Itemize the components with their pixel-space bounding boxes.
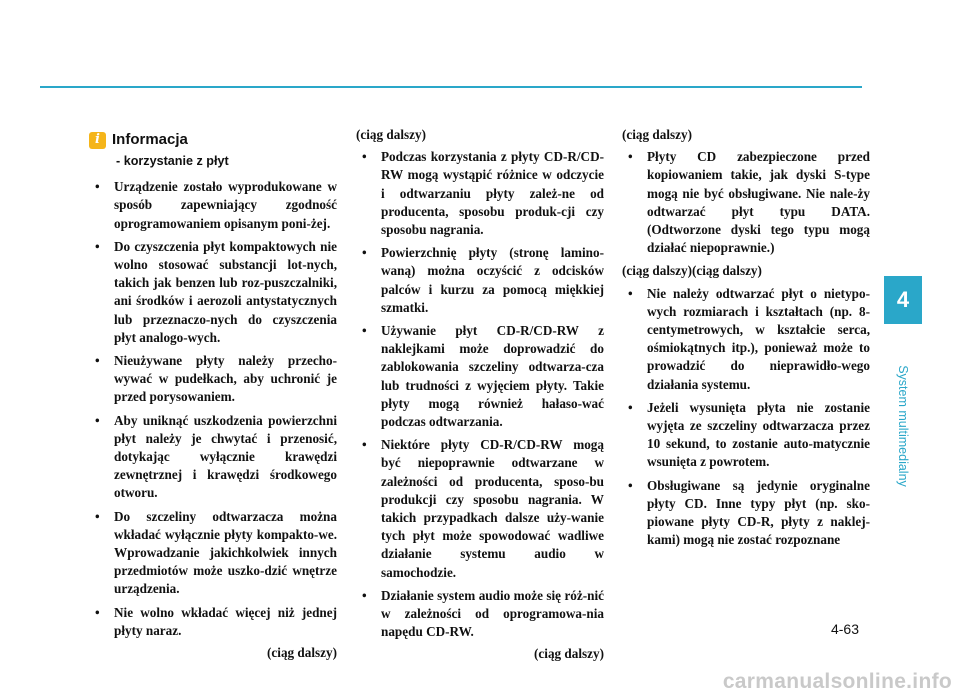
list-item: • Aby uniknąć uszkodzenia powierzchni płyt należy je chwytać i przenosić, dotykając wyłącznie krawędzi zewnętrznej i krawędzi środkowego otworu. [89, 412, 337, 503]
list-item: • Do szczeliny odtwarzacza można wkładać wyłącznie płyty kompakto-we. Wprowadzanie jakichkolwiek innych przedmiotów może uszko-dzić wnętrze urządzenia. [89, 508, 337, 599]
list-item: • Podczas korzystania z płyty CD-R/CD-RW mogą wystąpić różnice w odczycie i odtwarzaniu płyty zależ-ne od producenta, sposobu produk-cji czy sposobu nagrania. [356, 148, 604, 239]
list-item: • Powierzchnię płyty (stronę lamino-waną) można oczyścić z odcisków palców i kurzu za pomocą miękkiej szmatki. [356, 244, 604, 317]
list-item: • Nie należy odtwarzać płyt o nietypo-wych rozmiarach i kształtach (np. 8-centymetrowych, w kształcie serca, ośmiokątnych itp.), ponieważ może to prowadzić do nieprawidło-wego działania systemu. [622, 285, 870, 394]
list-item: • Niektóre płyty CD-R/CD-RW mogą być niepoprawnie odtwarzane w zależności od producenta, sposo-bu produkcji czy sposobu nagrania. W takich przypadkach dalsze uży-wanie tych płyt może spowodować wadliwe działanie systemu audio w samochodzie. [356, 436, 604, 582]
continued-label: (ciąg dalszy) [534, 646, 604, 662]
list-item: • Obsługiwane są jedynie oryginalne płyty CD. Inne typy płyt (np. sko-piowane płyty CD-R, płyty z naklej-kami) mogą nie zostać rozpoznane [622, 477, 870, 550]
list-item: • Nieużywane płyty należy przecho-wywać w pudełkach, aby uchronić je przed porysowaniem. [89, 352, 337, 407]
bullet-list [622, 285, 870, 550]
chapter-tab: 4 [884, 276, 922, 324]
list-item: • Płyty CD zabezpieczone przed kopiowaniem takie, jak dyski S-type mogą nie być obsługiwane. Nie nale-ży odtwarzać płyt typu DATA. (Odtworzone dyski tego typu mogą działać niepoprawnie.) [622, 148, 870, 257]
bullet-list [356, 148, 604, 641]
bullet-list [622, 148, 870, 257]
list-item: • Do czyszczenia płyt kompaktowych nie wolno stosować substancji lot-nych, takich jak benzen lub roz-puszczalniki, ani środków i aerozoli antystatycznych lub przeznaczo-nych do czyszczenia płyt analogo-wych. [89, 238, 337, 347]
bullet-list [89, 178, 337, 640]
list-item: • Urządzenie zostało wyprodukowane w sposób zapewniający zgodność oprogramowaniem opisanym poni-żej. [89, 178, 337, 233]
list-item: • Działanie system audio może się róż-nić w zależności od oprogramowa-nia napędu CD-RW. [356, 587, 604, 642]
column-2 [356, 126, 604, 664]
info-heading [89, 130, 337, 150]
list-item: • Jeżeli wysunięta płyta nie zostanie wyjęta ze szczeliny odtwarzacza przez 10 sekund, to zostanie auto-matycznie wsunięta z powrotem. [622, 399, 870, 472]
column-1 [89, 130, 337, 662]
chapter-label: System multimedialny [896, 365, 910, 487]
page-number: 4-63 [830, 621, 859, 637]
list-item: • Używanie płyt CD-R/CD-RW z naklejkami może doprowadzić do zablokowania szczeliny odtwarza-cza lub trudności z wyjęciem płyty. Takie płyty mogą również hałaso-wać podczas odtwarzania. [356, 322, 604, 431]
continued-label: (ciąg dalszy) [267, 645, 337, 661]
continued-label: (ciąg dalszy) [356, 127, 426, 142]
watermark: carmanualsonline.info [722, 670, 952, 693]
continued-label: (ciąg dalszy)(ciąg dalszy) [622, 263, 762, 279]
info-title: Informacja [112, 130, 188, 148]
column-3 [622, 126, 870, 554]
info-icon: i [89, 132, 106, 149]
header-rule [40, 86, 862, 88]
list-item: • Nie wolno wkładać więcej niż jednej płyty naraz. [89, 604, 337, 640]
continued-label: (ciąg dalszy) [622, 127, 692, 142]
info-subtitle: - korzystanie z płyt [116, 154, 229, 168]
